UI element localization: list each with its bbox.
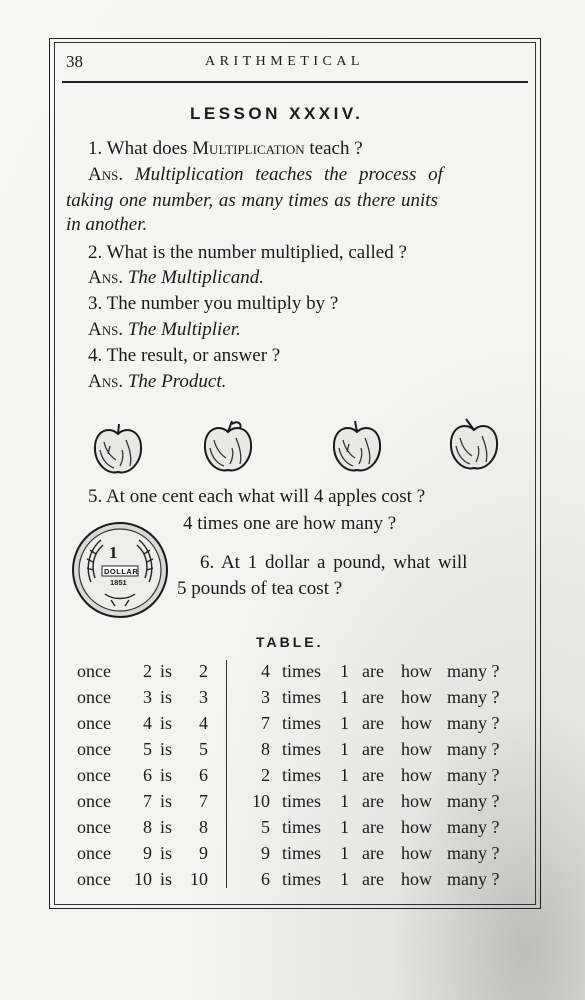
row-times-label: times xyxy=(282,765,321,785)
table-title: TABLE. xyxy=(256,634,324,650)
row-how-label: how xyxy=(401,869,432,889)
row-times-count: 5 xyxy=(261,817,270,837)
row-once-label: once xyxy=(77,869,111,889)
row-many-label: many ? xyxy=(447,843,500,863)
row-are-label: are xyxy=(362,817,384,837)
row-once-label: once xyxy=(77,817,111,837)
row-how-label: how xyxy=(401,791,432,811)
question-1-number: 1. xyxy=(88,138,103,159)
row-result: 4 xyxy=(199,713,208,733)
row-once-label: once xyxy=(77,791,111,811)
row-times-count: 8 xyxy=(261,739,270,759)
row-once-label: once xyxy=(77,713,111,733)
row-how-label: how xyxy=(401,713,432,733)
row-result: 8 xyxy=(199,817,208,837)
row-many-label: many ? xyxy=(447,661,500,681)
answer-2-text: The Multiplicand. xyxy=(127,267,264,288)
row-are-label: are xyxy=(362,843,384,863)
answer-1-text: Multiplication teaches the process of xyxy=(134,164,443,185)
row-times-label: times xyxy=(282,791,321,811)
row-how-label: how xyxy=(401,817,432,837)
answer-1-label: Ans. xyxy=(88,164,124,185)
row-how-label: how xyxy=(401,739,432,759)
question-5-line-1: 5. At one cent each what will 4 apples cost ? xyxy=(88,486,426,507)
question-1 xyxy=(88,138,363,160)
row-many-label: many ? xyxy=(447,791,500,811)
row-is-label: is xyxy=(160,739,173,759)
row-times-count: 9 xyxy=(261,843,270,863)
coin-value: 1 xyxy=(109,543,118,562)
row-are-label: are xyxy=(362,739,384,759)
row-times-label: times xyxy=(282,843,321,863)
coin-label: DOLLAR xyxy=(104,567,139,576)
row-result: 7 xyxy=(199,791,208,811)
row-times-label: times xyxy=(282,661,321,681)
row-multiplier: 7 xyxy=(143,791,152,811)
page-number: 38 xyxy=(66,52,83,71)
row-are-label: are xyxy=(362,791,384,811)
row-are-label: are xyxy=(362,869,384,889)
apple-illustration-1 xyxy=(92,420,144,478)
row-many-label: many ? xyxy=(447,869,500,889)
table-row xyxy=(0,791,585,817)
row-are-label: are xyxy=(362,687,384,707)
table-row xyxy=(0,765,585,791)
answer-2-label: Ans. xyxy=(88,267,124,288)
question-1-term: Multiplication xyxy=(192,138,305,159)
row-one: 1 xyxy=(340,869,349,889)
answer-1-line-1 xyxy=(88,164,443,186)
question-3: 3. The number you multiply by ? xyxy=(88,293,339,314)
row-many-label: many ? xyxy=(447,817,500,837)
answer-3-label: Ans. xyxy=(88,319,124,340)
question-6-line-2: 5 pounds of tea cost ? xyxy=(177,578,343,599)
question-6-line-1: 6. At 1 dollar a pound, what will xyxy=(200,552,468,573)
row-times-label: times xyxy=(282,817,321,837)
row-one: 1 xyxy=(340,817,349,837)
table-row xyxy=(0,869,585,895)
question-4: 4. The result, or answer ? xyxy=(88,345,281,366)
row-many-label: many ? xyxy=(447,713,500,733)
row-are-label: are xyxy=(362,713,384,733)
row-times-label: times xyxy=(282,869,321,889)
row-one: 1 xyxy=(340,713,349,733)
row-times-count: 4 xyxy=(261,661,270,681)
row-multiplier: 2 xyxy=(143,661,152,681)
row-is-label: is xyxy=(160,869,173,889)
answer-4-text: The Product. xyxy=(127,371,227,392)
row-is-label: is xyxy=(160,791,173,811)
row-multiplier: 4 xyxy=(143,713,152,733)
row-many-label: many ? xyxy=(447,739,500,759)
row-times-count: 6 xyxy=(261,869,270,889)
table-row xyxy=(0,739,585,765)
row-times-label: times xyxy=(282,687,321,707)
row-how-label: how xyxy=(401,661,432,681)
row-result: 2 xyxy=(199,661,208,681)
answer-1-line-2: taking one number, as many times as there units xyxy=(66,190,438,211)
row-how-label: how xyxy=(401,843,432,863)
answer-4-label: Ans. xyxy=(88,371,124,392)
row-are-label: are xyxy=(362,765,384,785)
row-is-label: is xyxy=(160,817,173,837)
row-multiplier: 3 xyxy=(143,687,152,707)
apple-illustration-2 xyxy=(202,418,254,476)
running-head: ARITHMETICAL xyxy=(205,54,364,69)
table-row xyxy=(0,661,585,687)
row-times-count: 10 xyxy=(252,791,270,811)
row-is-label: is xyxy=(160,843,173,863)
row-times-label: times xyxy=(282,713,321,733)
row-one: 1 xyxy=(340,843,349,863)
row-one: 1 xyxy=(340,739,349,759)
answer-1-line-3: in another. xyxy=(66,214,148,235)
row-multiplier: 9 xyxy=(143,843,152,863)
row-multiplier: 8 xyxy=(143,817,152,837)
row-result: 3 xyxy=(199,687,208,707)
row-result: 5 xyxy=(199,739,208,759)
question-1-text-pre: What does xyxy=(106,138,188,159)
row-one: 1 xyxy=(340,687,349,707)
row-once-label: once xyxy=(77,765,111,785)
row-once-label: once xyxy=(77,843,111,863)
row-times-label: times xyxy=(282,739,321,759)
row-result: 9 xyxy=(199,843,208,863)
table-row xyxy=(0,687,585,713)
coin-year: 1851 xyxy=(110,578,127,587)
lesson-title: LESSON XXXIV. xyxy=(190,104,364,123)
row-is-label: is xyxy=(160,661,173,681)
row-times-count: 7 xyxy=(261,713,270,733)
table-row xyxy=(0,817,585,843)
row-one: 1 xyxy=(340,765,349,785)
row-how-label: how xyxy=(401,765,432,785)
row-result: 10 xyxy=(190,869,208,889)
header-rule xyxy=(62,81,528,83)
answer-2 xyxy=(88,267,264,289)
row-once-label: once xyxy=(77,687,111,707)
row-one: 1 xyxy=(340,661,349,681)
question-1-text-post: teach ? xyxy=(309,138,363,159)
question-5-line-2: 4 times one are how many ? xyxy=(183,513,397,534)
question-2: 2. What is the number multiplied, called ? xyxy=(88,242,407,263)
row-is-label: is xyxy=(160,687,173,707)
row-times-count: 3 xyxy=(261,687,270,707)
row-one: 1 xyxy=(340,791,349,811)
apple-illustration-4 xyxy=(448,416,500,474)
table-row xyxy=(0,843,585,869)
row-how-label: how xyxy=(401,687,432,707)
row-multiplier: 5 xyxy=(143,739,152,759)
row-result: 6 xyxy=(199,765,208,785)
row-times-count: 2 xyxy=(261,765,270,785)
row-many-label: many ? xyxy=(447,687,500,707)
answer-4 xyxy=(88,371,226,393)
row-is-label: is xyxy=(160,765,173,785)
row-many-label: many ? xyxy=(447,765,500,785)
row-multiplier: 6 xyxy=(143,765,152,785)
row-multiplier: 10 xyxy=(134,869,152,889)
answer-3-text: The Multiplier. xyxy=(127,319,241,340)
row-is-label: is xyxy=(160,713,173,733)
row-once-label: once xyxy=(77,739,111,759)
table-row xyxy=(0,713,585,739)
row-once-label: once xyxy=(77,661,111,681)
answer-3 xyxy=(88,319,241,341)
row-are-label: are xyxy=(362,661,384,681)
apple-illustration-3 xyxy=(331,418,383,476)
